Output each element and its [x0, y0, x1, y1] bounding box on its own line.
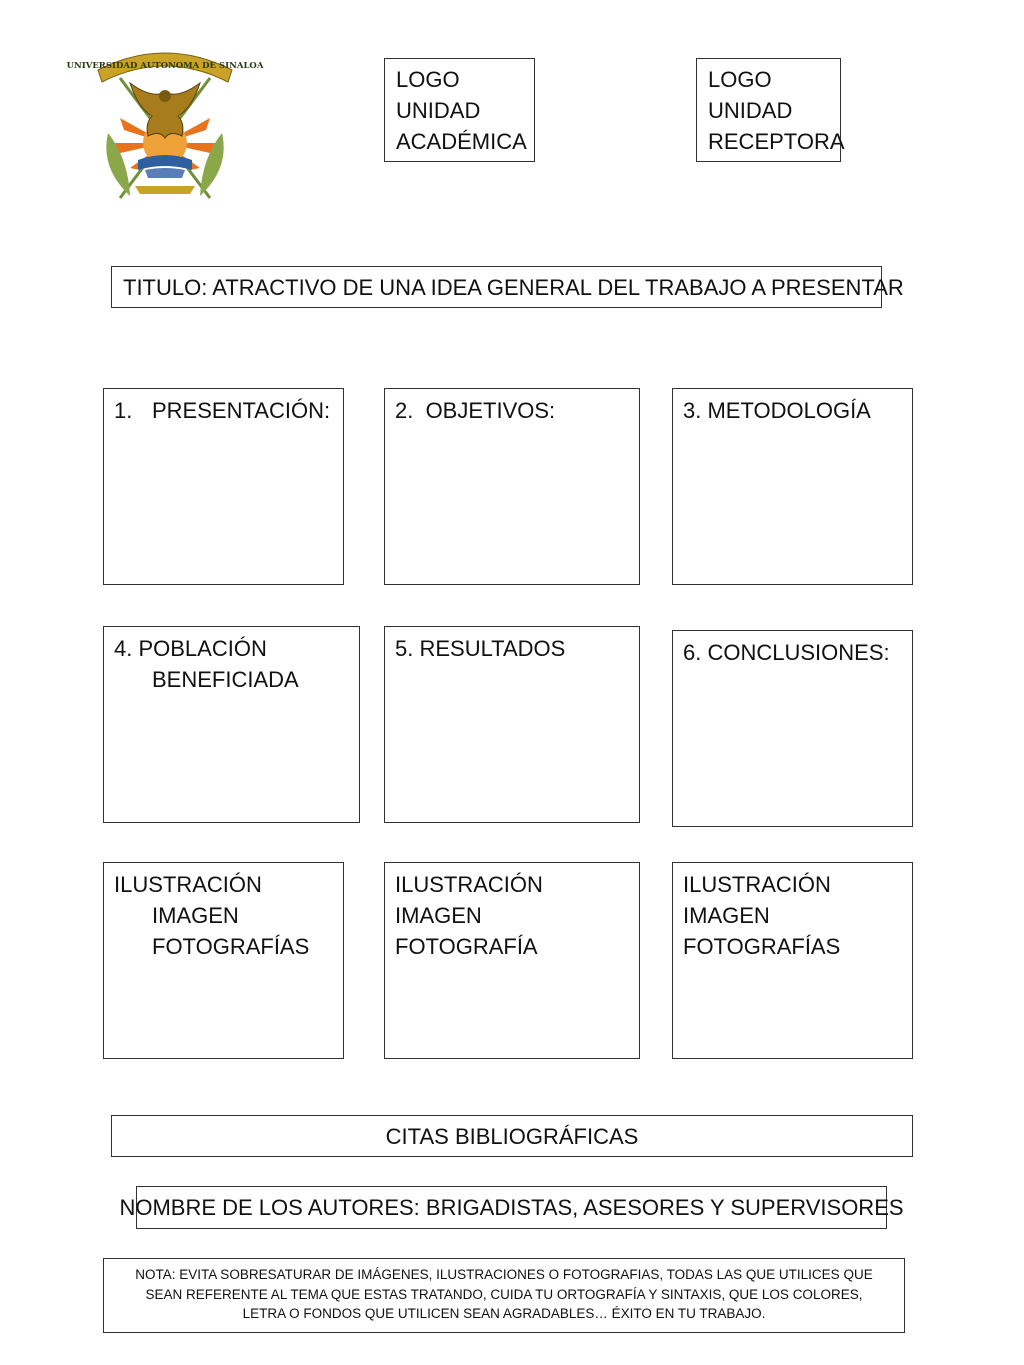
logo-academica-line3: ACADÉMICA [396, 129, 527, 154]
section-resultados [384, 626, 640, 823]
illustration-1-line3: FOTOGRAFÍAS [152, 934, 310, 959]
poblacion-line1: 4. POBLACIÓN [114, 636, 267, 661]
section-poblacion [103, 626, 360, 823]
logo-academica-line1: LOGO [396, 67, 460, 92]
svg-text:UNIVERSIDAD AUTONOMA DE SINALO: UNIVERSIDAD AUTONOMA DE SINALOA [66, 61, 264, 71]
illustration-3-line2: IMAGEN [683, 903, 770, 928]
autores-label: NOMBRE DE LOS AUTORES: BRIGADISTAS, ASESORES Y SUPERVISORES [119, 1195, 904, 1220]
section-objetivos [384, 388, 640, 585]
illustration-2-line1: ILUSTRACIÓN [395, 872, 543, 897]
citas-label: CITAS BIBLIOGRÁFICAS [385, 1123, 639, 1149]
title-text: TITULO: ATRACTIVO DE UNA IDEA GENERAL DEL TRABAJO A PRESENTAR [123, 274, 904, 300]
poblacion-line2: BENEFICIADA [152, 667, 299, 692]
illustration-box-1 [103, 862, 344, 1059]
presentacion-label: PRESENTACIÓN: [152, 398, 331, 423]
illustration-1-line1: ILUSTRACIÓN [114, 872, 262, 897]
conclusiones-label: 6. CONCLUSIONES: [683, 640, 890, 665]
nota-line2: SEAN REFERENTE AL TEMA QUE ESTAS TRATANDO, CUIDA TU ORTOGRAFÍA Y SINTAXIS, QUE LOS COLORES, [145, 1286, 863, 1302]
illustration-3-line3: FOTOGRAFÍAS [683, 934, 841, 959]
citas-box [111, 1115, 913, 1157]
section-presentacion [103, 388, 344, 585]
autores-box [119, 1186, 904, 1229]
nota-box [103, 1258, 905, 1333]
section-conclusiones [672, 630, 913, 827]
nota-line1: NOTA: EVITA SOBRESATURAR DE IMÁGENES, ILUSTRACIONES O FOTOGRAFIAS, TODAS LAS QUE UTILICES QUE [135, 1267, 873, 1282]
logo-receptora-line2: UNIDAD [708, 98, 793, 123]
logo-unidad-receptora-box [696, 58, 845, 162]
resultados-label: 5. RESULTADOS [395, 636, 566, 661]
illustration-1-line2: IMAGEN [152, 903, 239, 928]
illustration-2-line2: IMAGEN [395, 903, 482, 928]
university-crest-logo [66, 38, 264, 213]
section-metodologia [672, 388, 913, 585]
illustration-box-3 [672, 862, 913, 1059]
logo-unidad-academica-box [384, 58, 535, 162]
illustration-box-2 [384, 862, 640, 1059]
illustration-2-line3: FOTOGRAFÍA [395, 934, 538, 959]
logo-receptora-line3: RECEPTORA [708, 129, 845, 154]
presentacion-number: 1. [114, 398, 133, 423]
logo-receptora-line1: LOGO [708, 67, 772, 92]
objetivos-label: 2. OBJETIVOS: [395, 398, 556, 423]
metodologia-label: 3. METODOLOGÍA [683, 398, 871, 423]
title-box [111, 266, 904, 308]
nota-line3: LETRA O FONDOS QUE UTILICEN SEAN AGRADABLES… ÉXITO EN TU TRABAJO. [242, 1306, 766, 1321]
logo-academica-line2: UNIDAD [396, 98, 481, 123]
illustration-3-line1: ILUSTRACIÓN [683, 872, 831, 897]
